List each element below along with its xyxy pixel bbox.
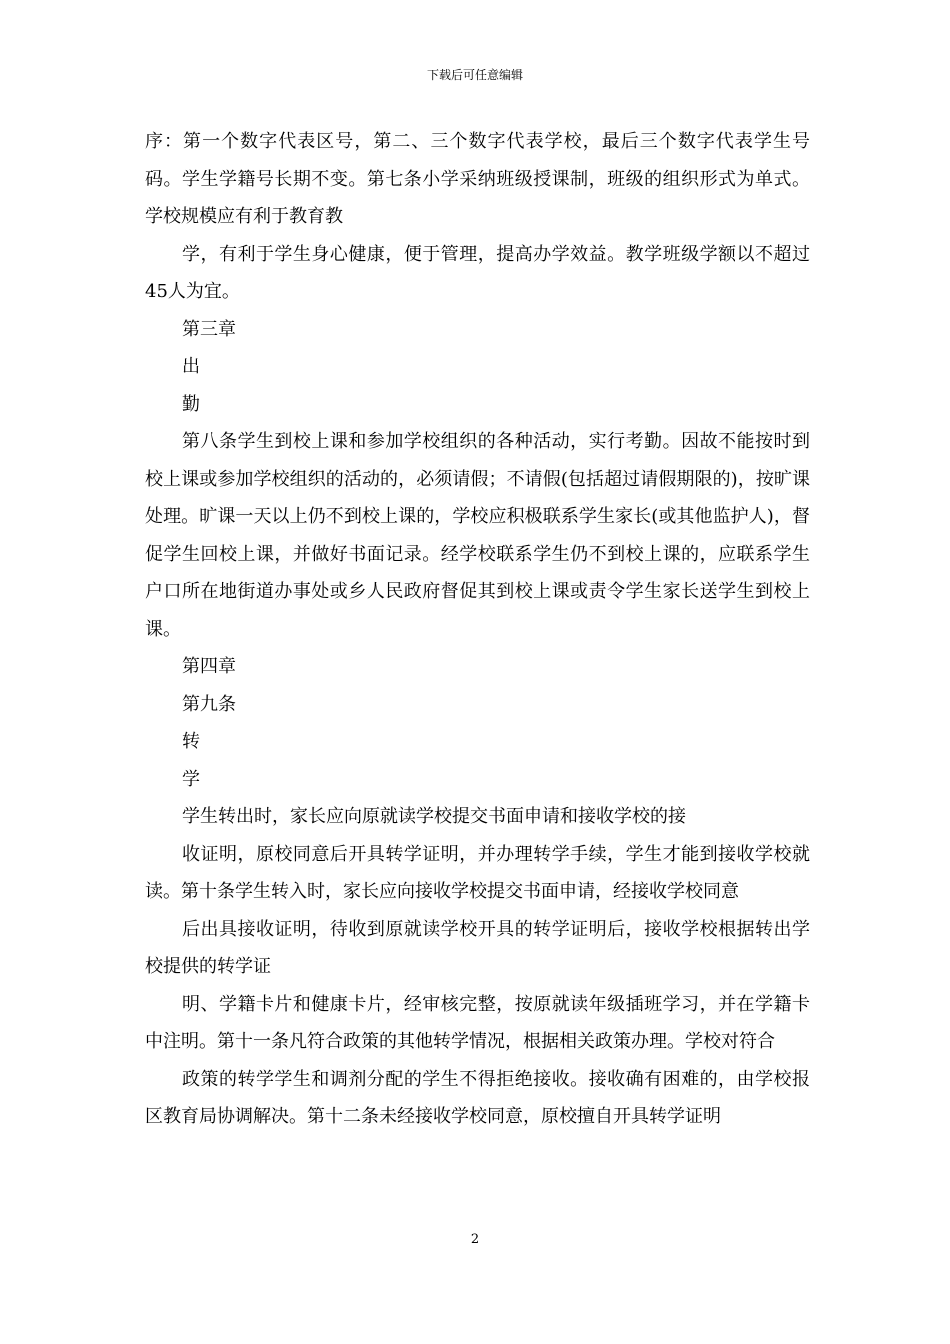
paragraph: 后出具接收证明，待收到原就读学校开具的转学证明后，接收学校根据转出学校提供的转学证	[145, 918, 810, 977]
document-body	[145, 123, 810, 1136]
page-number: 2	[470, 1232, 480, 1247]
paragraph: 第八条学生到校上课和参加学校组织的各种活动，实行考勤。因故不能按时到校上课或参加学校组织的活动的，必须请假；不请假(包括超过请假期限的)，按旷课处理。旷课一天以上仍不到校上课的，学校应积极联系学生家长(或其他监护人)，督促学生回校上课，并做好书面记录。经学校联系学生仍不到校上课的，应联系学生户口所在地街道办事处或乡人民政府督促其到校上课或责令学生家长送学生到校上课。	[145, 431, 810, 640]
chapter-title-char: 勤	[182, 393, 200, 415]
paragraph: 学，有利于学生身心健康，便于管理，提高办学效益。教学班级学额以不超过45人为宜。	[145, 243, 810, 302]
chapter-title-char: 转	[182, 731, 200, 752]
paragraph: 收证明，原校同意后开具转学证明，并办理转学手续，学生才能到接收学校就读。第十条学生转入时，家长应向接收学校提交书面申请，经接收学校同意	[145, 843, 810, 902]
paragraph: 政策的转学学生和调剂分配的学生不得拒绝接收。接收确有困难的，由学校报区教育局协调解决。第十二条未经接收学校同意，原校擅自开具转学证明	[145, 1068, 810, 1127]
chapter-heading: 第四章	[182, 656, 236, 677]
chapter-heading: 第三章	[182, 318, 236, 340]
chapter-title-char: 出	[182, 356, 200, 377]
article-heading: 第九条	[182, 693, 236, 715]
paragraph: 明、学籍卡片和健康卡片，经审核完整，按原就读年级插班学习，并在学籍卡中注明。第十一条凡符合政策的其他转学情况，根据相关政策办理。学校对符合	[145, 993, 810, 1052]
chapter-title-char: 学	[182, 768, 200, 790]
paragraph: 学生转出时，家长应向原就读学校提交书面申请和接收学校的接	[182, 806, 686, 827]
paragraph: 序：第一个数字代表区号，第二、三个数字代表学校，最后三个数字代表学生号码。学生学籍号长期不变。第七条小学采纳班级授课制，班级的组织形式为单式。学校规模应有利于教育教	[145, 131, 810, 227]
page-header: 下载后可任意编辑	[426, 68, 523, 82]
